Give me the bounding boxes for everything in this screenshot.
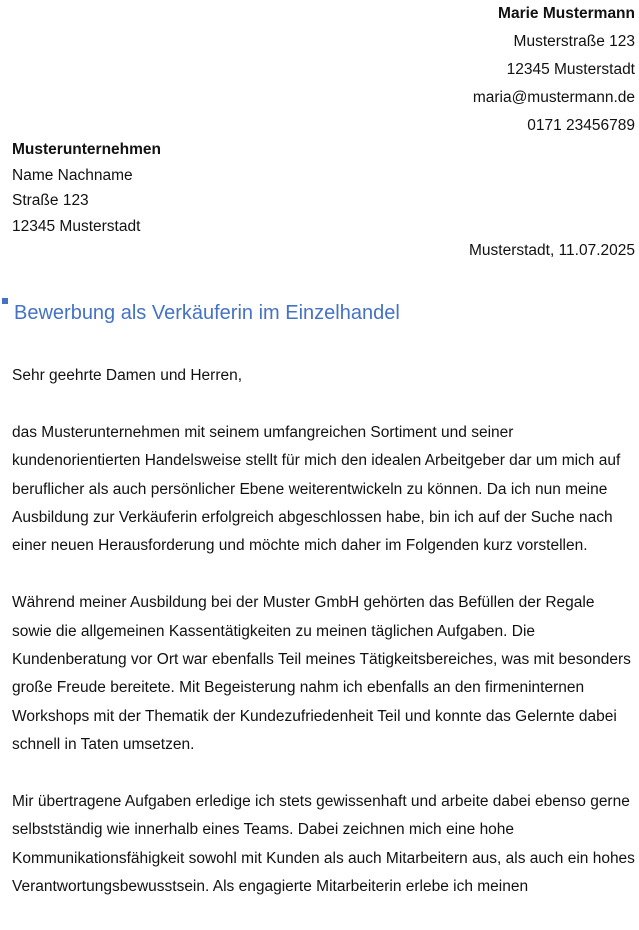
salutation: Sehr geehrte Damen und Herren, bbox=[12, 367, 243, 384]
body-paragraph-3: Mir übertragene Aufgaben erledige ich stets gewissenhaft und arbeite dabei ebenso gerne selbstständig wie innerhalb eines Teams. Dabei zeichnen mich eine hohe Kommunikationsfähigkeit sowohl mit Kunden als auch Mitarbeitern aus, als auch ein hohes Verantwortungsbewusstsein. Als engagierte Mitarbeiterin erlebe ich meinen bbox=[12, 793, 635, 896]
sender-name: Marie Mustermann bbox=[498, 5, 635, 22]
recipient-contact: Name Nachname bbox=[12, 166, 133, 184]
recipient-city: 12345 Musterstadt bbox=[12, 217, 141, 235]
recipient-address-block bbox=[12, 137, 161, 239]
subject-heading: Bewerbung als Verkäuferin im Einzelhandel bbox=[14, 302, 400, 324]
letter-body bbox=[12, 362, 636, 930]
sender-address-block bbox=[473, 0, 635, 140]
sender-email: maria@mustermann.de bbox=[472, 89, 635, 106]
place-and-date: Musterstadt, 11.07.2025 bbox=[468, 242, 635, 259]
sender-phone: 0171 23456789 bbox=[527, 117, 635, 134]
body-paragraph-2: Während meiner Ausbildung bei der Muster GmbH gehörten das Befüllen der Regale sowie die allgemeinen Kassentätigkeiten zu meinen täglichen Aufgaben. Die Kundenberatung vor Ort war ebenfalls Teil meines Tätigkeitsbereiches, was mit besonders große Freude bereitete. Mit Begeisterung nahm ich ebenfalls an den firmeninternen Workshops mit der Thematik der Kundezufriedenheit Teil und konnte das Gelernte dabei schnell in Taten umsetzen. bbox=[12, 594, 631, 754]
heading-marker-icon bbox=[2, 298, 8, 304]
recipient-street: Straße 123 bbox=[12, 192, 89, 209]
body-paragraph-1: das Musterunternehmen mit seinem umfangreichen Sortiment und seiner kundenorientierten Handelsweise stellt für mich den idealen Arbeitgeber dar um mich auf beruflicher als auch persönlicher Ebene weiterentwickeln zu können. Da ich nun meine Ausbildung zur Verkäuferin erfolgreich abgeschlossen habe, bin ich auf der Suche nach einer neuen Herausforderung und möchte mich daher im Folgenden kurz vorstellen. bbox=[12, 423, 621, 555]
sender-city: 12345 Musterstadt bbox=[506, 61, 635, 78]
sender-street: Musterstraße 123 bbox=[513, 33, 635, 50]
recipient-company: Musterunternehmen bbox=[12, 141, 161, 158]
